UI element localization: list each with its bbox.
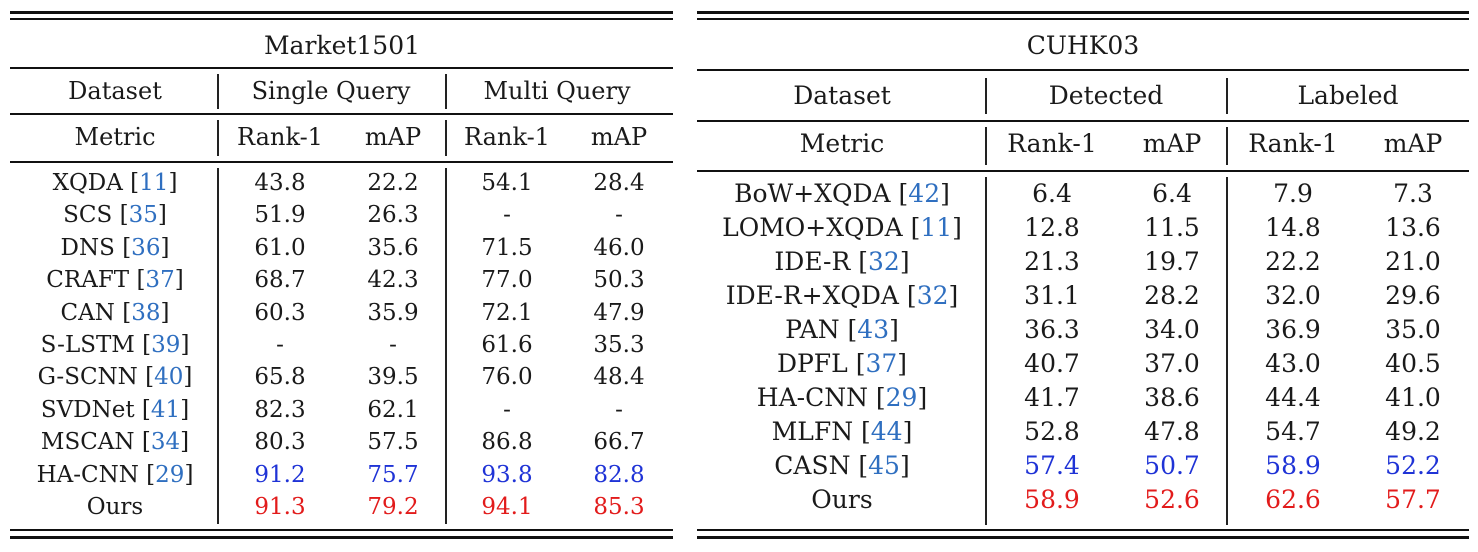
method-label: S-LSTM	[40, 332, 135, 358]
table-cell: 58.9	[1265, 451, 1321, 480]
table-cell: 34.0	[1144, 315, 1200, 344]
table-cell: 76.0	[481, 364, 533, 391]
method-name	[53, 172, 178, 195]
table-cell: 61.6	[481, 332, 533, 358]
method-label: CASN	[774, 451, 851, 480]
method-name	[772, 419, 913, 444]
table-cell: -	[615, 202, 623, 229]
table-cell: 52.8	[1024, 417, 1080, 446]
table-cell: 32.0	[1265, 281, 1321, 310]
dataset-label: Dataset	[68, 77, 162, 105]
table-cell: 36.3	[1024, 315, 1080, 344]
citation-number[interactable]: 38	[131, 299, 161, 326]
table-cell: 91.2	[254, 461, 306, 488]
column-divider	[985, 78, 987, 114]
method-label: DNS	[60, 234, 115, 261]
citation-number[interactable]: 41	[150, 396, 181, 423]
table-cell: 86.8	[481, 429, 533, 456]
table-title: CUHK03	[1026, 31, 1140, 60]
method-label: IDE-R+XQDA	[725, 281, 899, 310]
group-header-labeled: Labeled	[1297, 81, 1399, 110]
method-name	[87, 496, 143, 519]
table-cell: 52.2	[1385, 451, 1441, 480]
citation: [43]	[839, 315, 899, 344]
table-cell: 79.2	[367, 494, 419, 520]
method-name	[811, 487, 872, 512]
mid-rule	[697, 69, 1469, 71]
column-divider	[985, 177, 987, 525]
column-divider	[217, 120, 219, 156]
table-cell: -	[276, 332, 284, 358]
column-divider	[217, 74, 219, 109]
method-label: G-SCNN	[37, 364, 138, 391]
citation-number[interactable]: 37	[145, 267, 175, 294]
method-name	[726, 283, 959, 308]
table-cell: -	[503, 202, 511, 229]
table-cell: 35.3	[593, 332, 645, 358]
table-cell: 29.6	[1385, 281, 1441, 310]
table-cell: 31.1	[1024, 281, 1080, 310]
citation: [38]	[114, 299, 170, 326]
table-cell: 39.5	[367, 364, 419, 391]
column-header: mAP	[590, 123, 648, 151]
table-cell: 54.7	[1265, 417, 1321, 446]
method-label: Ours	[811, 485, 873, 514]
method-label: BoW+XQDA	[734, 179, 891, 208]
table-cell: 19.7	[1144, 247, 1200, 276]
table-cell: 65.8	[254, 364, 306, 391]
citation: [11]	[902, 213, 962, 242]
table-cell: 38.6	[1144, 383, 1200, 412]
column-header: Rank-1	[464, 123, 550, 151]
table-cell: 85.3	[593, 494, 645, 520]
method-name	[774, 249, 909, 274]
table-cell: 47.8	[1144, 417, 1200, 446]
method-name	[46, 269, 183, 292]
table-cell: 42.3	[367, 267, 419, 294]
citation: [40]	[137, 364, 193, 391]
group-header-single-query: Single Query	[251, 77, 411, 105]
citation-number[interactable]: 40	[154, 364, 184, 391]
table-cell: 6.4	[1032, 179, 1072, 208]
method-label: XQDA	[52, 170, 123, 196]
market1501-table	[10, 0, 673, 552]
method-name	[41, 431, 189, 454]
table-cell: 21.0	[1385, 247, 1441, 276]
table-cell: 82.3	[254, 396, 306, 423]
column-header: mAP	[1383, 129, 1443, 158]
method-label: MLFN	[771, 417, 854, 446]
metric-label: Metric	[799, 129, 885, 158]
table-cell: 62.1	[367, 396, 419, 423]
column-divider	[445, 168, 447, 524]
table-cell: 13.6	[1385, 213, 1441, 242]
table-cell: 71.5	[481, 234, 533, 261]
citation-number[interactable]: 44	[870, 417, 903, 446]
method-name	[777, 351, 907, 376]
citation: [32]	[850, 247, 910, 276]
table-cell: 36.9	[1265, 315, 1321, 344]
top-rule	[697, 11, 1469, 14]
mid-rule	[697, 120, 1469, 122]
column-divider	[1226, 177, 1228, 525]
table-cell: 66.7	[593, 429, 645, 456]
citation: [44]	[853, 417, 913, 446]
cuhk03-table	[697, 0, 1469, 552]
method-name	[38, 366, 193, 389]
citation-number[interactable]: 43	[857, 315, 890, 344]
citation: [42]	[890, 179, 950, 208]
table-cell: 72.1	[481, 299, 533, 326]
column-header: mAP	[1142, 129, 1202, 158]
table-cell: 60.3	[254, 299, 306, 326]
bottom-rule	[10, 536, 673, 539]
bottom-rule	[697, 529, 1469, 531]
citation: [45]	[850, 451, 910, 480]
citation: [32]	[898, 281, 959, 310]
citation-number[interactable]: 34	[150, 429, 181, 456]
method-label: PAN	[785, 315, 840, 344]
top-rule	[697, 18, 1469, 20]
citation: [11]	[122, 170, 178, 196]
table-cell: 14.8	[1265, 213, 1321, 242]
method-label: LOMO+XQDA	[722, 213, 903, 242]
table-cell: 93.8	[481, 461, 533, 488]
bottom-rule	[697, 536, 1469, 539]
citation: [41]	[134, 396, 190, 423]
table-cell: 62.6	[1265, 485, 1321, 514]
table-cell: 50.3	[593, 267, 645, 294]
column-header: Rank-1	[237, 123, 323, 151]
table-cell: -	[389, 332, 397, 358]
column-divider	[217, 168, 219, 524]
table-cell: 51.9	[254, 202, 306, 229]
table-cell: 82.8	[593, 461, 645, 488]
column-divider	[985, 127, 987, 165]
method-label: IDE-R	[774, 247, 851, 276]
table-cell: 77.0	[481, 267, 533, 294]
method-name	[63, 204, 167, 227]
citation-number[interactable]: 45	[868, 451, 900, 480]
table-cell: 6.4	[1152, 179, 1192, 208]
citation-number[interactable]: 37	[865, 349, 898, 378]
table-cell: 35.9	[367, 299, 419, 326]
table-cell: 80.3	[254, 429, 306, 456]
citation: [29]	[867, 383, 928, 412]
method-label: Ours	[86, 494, 144, 520]
table-cell: 44.4	[1265, 383, 1321, 412]
citation: [37]	[847, 349, 908, 378]
citation-number[interactable]: 11	[920, 213, 953, 242]
table-cell: 54.1	[481, 170, 533, 196]
table-cell: 61.0	[254, 234, 306, 261]
method-name	[40, 396, 190, 423]
table-cell: 41.7	[1024, 383, 1080, 412]
table-cell: 57.4	[1024, 451, 1080, 480]
method-name	[722, 215, 962, 240]
table-cell: 47.9	[593, 299, 645, 326]
dataset-label: Dataset	[793, 81, 891, 110]
metric-label: Metric	[74, 123, 156, 151]
group-header-multi-query: Multi Query	[483, 77, 631, 105]
table-cell: 12.8	[1024, 213, 1080, 242]
method-name	[734, 181, 950, 206]
citation-number[interactable]: 42	[908, 179, 941, 208]
citation-number[interactable]: 32	[868, 247, 900, 276]
table-cell: 52.6	[1144, 485, 1200, 514]
table-cell: 43.8	[254, 170, 306, 196]
column-divider	[1226, 127, 1228, 165]
table-cell: 75.7	[367, 461, 419, 488]
table-cell: -	[503, 396, 511, 423]
mid-rule	[697, 170, 1469, 172]
citation-number[interactable]: 35	[128, 202, 158, 229]
mid-rule	[10, 67, 673, 69]
method-label: SCS	[63, 202, 113, 229]
method-name	[757, 385, 927, 410]
table-cell: 22.2	[367, 170, 419, 196]
table-title: Market1501	[263, 31, 421, 60]
method-name	[774, 453, 909, 478]
method-label: CRAFT	[46, 267, 130, 294]
citation-number[interactable]: 29	[885, 383, 918, 412]
table-cell: 26.3	[367, 202, 419, 229]
citation-number[interactable]: 39	[151, 332, 181, 358]
table-cell: 21.3	[1024, 247, 1080, 276]
column-divider	[1226, 78, 1228, 114]
table-cell: 28.2	[1144, 281, 1200, 310]
citation-number[interactable]: 32	[916, 281, 949, 310]
citation: [36]	[114, 234, 170, 261]
table-cell: 91.3	[254, 494, 306, 520]
table-cell: 40.7	[1024, 349, 1080, 378]
table-cell: 41.0	[1385, 383, 1441, 412]
table-cell: 43.0	[1265, 349, 1321, 378]
table-cell: 94.1	[481, 494, 533, 520]
table-cell: 7.9	[1273, 179, 1313, 208]
column-header: Rank-1	[1248, 129, 1338, 158]
mid-rule	[10, 161, 673, 163]
column-header: mAP	[364, 123, 422, 151]
table-cell: 57.5	[367, 429, 419, 456]
table-cell: 35.6	[367, 234, 419, 261]
method-label: MSCAN	[40, 429, 135, 456]
table-cell: 49.2	[1385, 417, 1441, 446]
table-cell: 40.5	[1385, 349, 1441, 378]
method-label: CAN	[60, 299, 115, 326]
method-name	[41, 334, 190, 357]
citation: [39]	[134, 332, 190, 358]
table-cell: 50.7	[1144, 451, 1200, 480]
table-cell: 11.5	[1144, 213, 1200, 242]
bottom-rule	[10, 529, 673, 531]
column-divider	[445, 120, 447, 156]
method-name	[785, 317, 899, 342]
table-cell: -	[615, 396, 623, 423]
column-header: Rank-1	[1007, 129, 1097, 158]
top-rule	[10, 11, 673, 14]
citation-number[interactable]: 29	[155, 461, 185, 488]
table-cell: 46.0	[593, 234, 645, 261]
citation-number[interactable]: 36	[131, 234, 161, 261]
table-cell: 68.7	[254, 267, 306, 294]
table-cell: 7.3	[1393, 179, 1433, 208]
table-cell: 37.0	[1144, 349, 1200, 378]
top-rule	[10, 18, 673, 20]
citation: [34]	[134, 429, 190, 456]
citation: [37]	[129, 267, 184, 294]
table-cell: 58.9	[1024, 485, 1080, 514]
column-divider	[445, 74, 447, 109]
method-label: SVDNet	[40, 396, 135, 423]
table-cell: 22.2	[1265, 247, 1321, 276]
method-name	[36, 461, 194, 488]
mid-rule	[10, 113, 673, 115]
citation: [29]	[138, 461, 194, 488]
citation: [35]	[112, 202, 167, 229]
citation-number[interactable]: 11	[139, 170, 169, 196]
method-label: DPFL	[776, 349, 848, 378]
table-cell: 28.4	[593, 170, 645, 196]
method-label: HA-CNN	[756, 383, 868, 412]
method-name	[60, 234, 170, 261]
group-header-detected: Detected	[1048, 81, 1164, 110]
table-cell: 57.7	[1385, 485, 1441, 514]
table-cell: 48.4	[593, 364, 645, 391]
method-label: HA-CNN	[36, 461, 139, 488]
table-cell: 35.0	[1385, 315, 1441, 344]
method-name	[60, 299, 170, 326]
